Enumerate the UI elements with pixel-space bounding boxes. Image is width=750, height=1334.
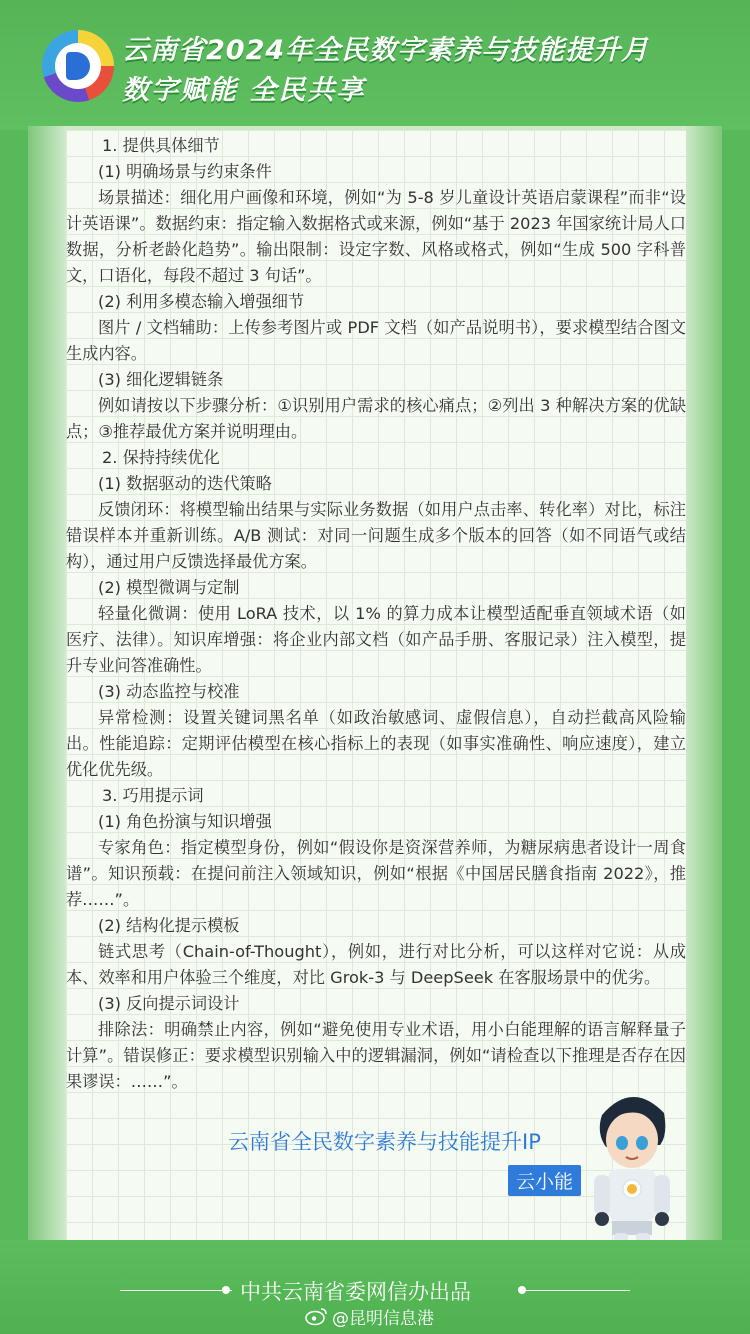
subsection-heading: (3) 反向提示词设计	[98, 994, 240, 1013]
subsection-heading: (3) 细化逻辑链条	[98, 370, 224, 389]
section-heading: 3. 巧用提示词	[102, 786, 204, 805]
page-title: 云南省2024年全民数字素养与技能提升月	[122, 35, 650, 66]
body-paragraph: 排除法：明确禁止内容，例如“避免使用专业术语，用小白能理解的语言解释量子计算”。错误修正：要求模型识别输入中的逻辑漏洞，例如“请检查以下推理是否存在因果谬误：……”。	[66, 1020, 686, 1091]
subsection-heading: (1) 数据驱动的迭代策略	[98, 474, 272, 493]
section-heading: 1. 提供具体细节	[102, 136, 220, 155]
frame-shade-right	[682, 126, 722, 1246]
body-paragraph: 链式思考（Chain-of-Thought），例如，进行对比分析，可以这样对它说：从成本、效率和用户体验三个维度，对比 Grok-3 与 DeepSeek 在客服场景中的优劣。	[66, 942, 686, 987]
body-paragraph: 异常检测：设置关键词黑名单（如政治敏感词、虚假信息），自动拦截高风险输出。性能追踪：定期评估模型在核心指标上的表现（如事实准确性、响应速度），建立优化优先级。	[66, 708, 686, 779]
digital-logo-icon	[42, 30, 114, 102]
source-watermark	[304, 1304, 434, 1329]
page-subtitle: 数字赋能 全民共享	[122, 75, 366, 106]
ip-title: 云南省全民数字素养与技能提升IP	[228, 1130, 541, 1154]
footer-producer: 中共云南省委网信办出品	[240, 1280, 471, 1304]
ip-name-badge: 云小能	[508, 1165, 581, 1196]
subsection-heading: (1) 明确场景与约束条件	[98, 162, 272, 181]
watermark-text: @昆明信息港	[332, 1309, 434, 1329]
body-paragraph: 反馈闭环：将模型输出结果与实际业务数据（如用户点击率、转化率）对比，标注错误样本并重新训练。A/B 测试：对同一问题生成多个版本的回答（如不同语气或结构），通过用户反馈选择最优方案。	[66, 500, 686, 571]
body-paragraph: 轻量化微调：使用 LoRA 技术，以 1% 的算力成本让模型适配垂直领域术语（如医疗、法律）。知识库增强：将企业内部文档（如产品手册、客服记录）注入模型，提升专业问答准确性。	[66, 604, 686, 675]
subsection-heading: (2) 模型微调与定制	[98, 578, 240, 597]
subsection-heading: (3) 动态监控与校准	[98, 682, 240, 701]
footer-dot-left	[222, 1286, 230, 1294]
subsection-heading: (2) 结构化提示模板	[98, 916, 240, 935]
body-paragraph: 场景描述：细化用户画像和环境，例如“为 5-8 岁儿童设计英语启蒙课程”而非“设计英语课”。数据约束：指定输入数据格式或来源，例如“基于 2023 年国家统计局人口数据，分析老龄化趋势”。输出限制：设定字数、风格或格式，例如“生成 500 字科普文，口语化，每段不超过 3 句话”。	[66, 188, 686, 285]
subsection-heading: (2) 利用多模态输入增强细节	[98, 292, 305, 311]
footer-divider-left	[120, 1290, 232, 1291]
body-paragraph: 专家角色：指定模型身份，例如“假设你是资深营养师，为糖尿病患者设计一周食谱”。知识预载：在提问前注入领域知识，例如“根据《中国居民膳食指南 2022》，推荐……”。	[66, 838, 686, 909]
body-paragraph: 图片 / 文档辅助：上传参考图片或 PDF 文档（如产品说明书），要求模型结合图文生成内容。	[66, 318, 686, 363]
body-paragraph: 例如请按以下步骤分析：①识别用户需求的核心痛点；②列出 3 种解决方案的优缺点；③推荐最优方案并说明理由。	[66, 396, 686, 441]
frame-shade-left	[28, 126, 68, 1246]
article-body	[66, 133, 686, 1095]
footer-divider-right	[518, 1290, 630, 1291]
section-heading: 2. 保持持续优化	[102, 448, 220, 467]
subsection-heading: (1) 角色扮演与知识增强	[98, 812, 272, 831]
